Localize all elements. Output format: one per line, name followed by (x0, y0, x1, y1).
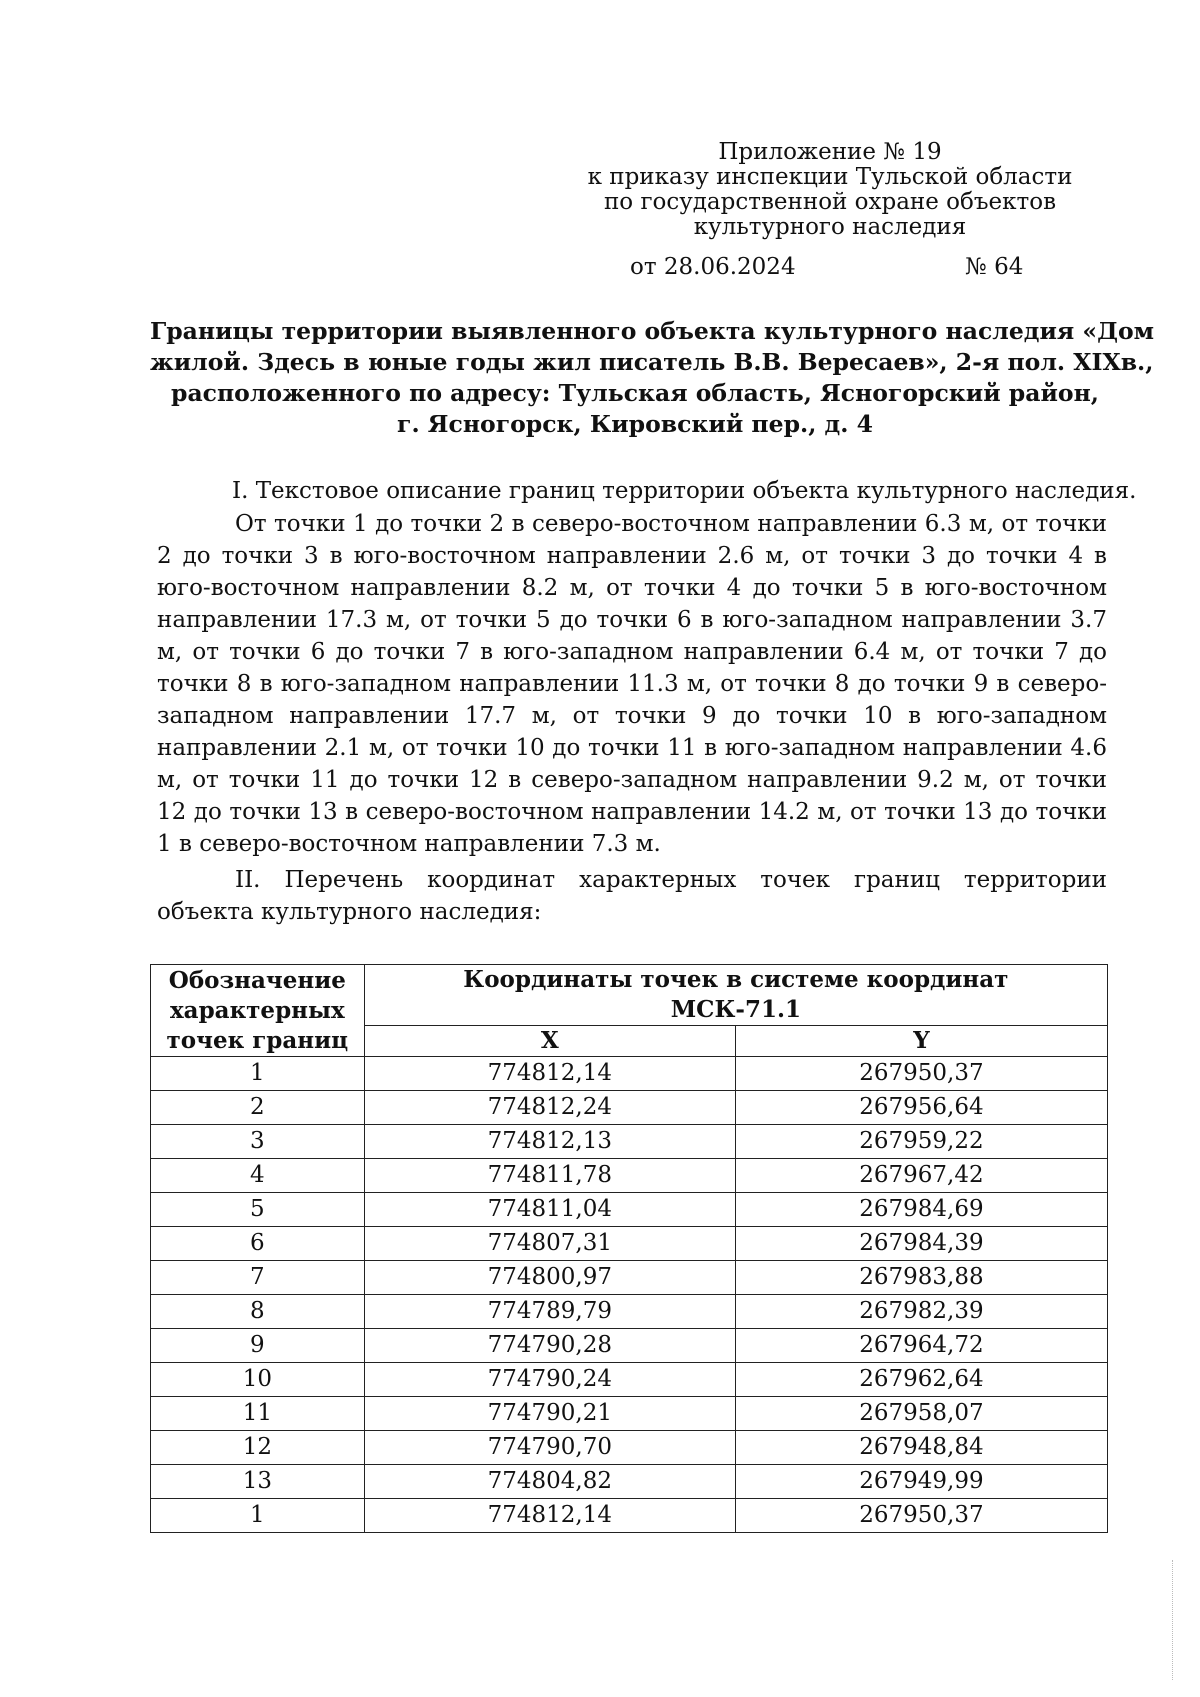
table-row (151, 1465, 1108, 1499)
appendix-header (560, 140, 1100, 240)
cell-point: 1 (151, 1057, 365, 1091)
cell-x: 774812,14 (364, 1057, 735, 1091)
document-title (150, 316, 1155, 440)
table-row (151, 1159, 1108, 1193)
appendix-order-ref: к приказу инспекции Тульской области (587, 164, 1073, 190)
header-point-l3: точек границ (166, 1026, 349, 1054)
cell-y: 267959,22 (735, 1125, 1107, 1159)
cell-y: 267984,69 (735, 1193, 1107, 1227)
header-point-l2: характерных (169, 996, 345, 1024)
table-row (151, 1125, 1108, 1159)
cell-point: 13 (151, 1465, 365, 1499)
header-coords-l2: МСК-71.1 (670, 996, 801, 1023)
table-row (151, 1397, 1108, 1431)
table-row (151, 1329, 1108, 1363)
cell-x: 774789,79 (364, 1295, 735, 1329)
coordinates-table (150, 964, 1108, 1533)
cell-point: 2 (151, 1091, 365, 1125)
cell-point: 5 (151, 1193, 365, 1227)
cell-point: 3 (151, 1125, 365, 1159)
header-coordinate-system (364, 965, 1107, 1026)
cell-y: 267948,84 (735, 1431, 1107, 1465)
cell-y: 267958,07 (735, 1397, 1107, 1431)
cell-x: 774800,97 (364, 1261, 735, 1295)
header-point-l1: Обозначение (168, 966, 346, 994)
cell-x: 774790,70 (364, 1431, 735, 1465)
table-row (151, 1261, 1108, 1295)
cell-x: 774790,24 (364, 1363, 735, 1397)
cell-x: 774807,31 (364, 1227, 735, 1261)
cell-point: 7 (151, 1261, 365, 1295)
cell-point: 1 (151, 1499, 365, 1533)
title-line-3: расположенного по адресу: Тульская область, Ясногорский район, (171, 379, 1099, 407)
table-row (151, 1363, 1108, 1397)
appendix-authority-cont: культурного наследия (693, 214, 967, 240)
cell-y: 267950,37 (735, 1057, 1107, 1091)
header-y: Y (735, 1026, 1107, 1057)
cell-y: 267949,99 (735, 1465, 1107, 1499)
title-line-4: г. Ясногорск, Кировский пер., д. 4 (397, 410, 873, 438)
title-line-1: Границы территории выявленного объекта культурного наследия «Дом (150, 317, 1155, 345)
cell-point: 9 (151, 1329, 365, 1363)
cell-x: 774790,28 (364, 1329, 735, 1363)
cell-point: 12 (151, 1431, 365, 1465)
table-row (151, 1057, 1108, 1091)
cell-y: 267950,37 (735, 1499, 1107, 1533)
title-line-2: жилой. Здесь в юные годы жил писатель В.В. Вересаев», 2-я пол. XIXв., (150, 348, 1154, 376)
cell-x: 774790,21 (364, 1397, 735, 1431)
order-number: № 64 (965, 254, 1024, 280)
table-row (151, 1227, 1108, 1261)
table-row (151, 1295, 1108, 1329)
header-x: X (364, 1026, 735, 1057)
cell-point: 6 (151, 1227, 365, 1261)
table-row (151, 1091, 1108, 1125)
scan-edge-artifact (1172, 1560, 1174, 1680)
cell-y: 267982,39 (735, 1295, 1107, 1329)
cell-point: 8 (151, 1295, 365, 1329)
cell-x: 774812,14 (364, 1499, 735, 1533)
cell-x: 774812,13 (364, 1125, 735, 1159)
header-coords-l1: Координаты точек в системе координат (463, 966, 1009, 993)
cell-y: 267964,72 (735, 1329, 1107, 1363)
cell-y: 267956,64 (735, 1091, 1107, 1125)
cell-point: 10 (151, 1363, 365, 1397)
table-row (151, 1431, 1108, 1465)
section-1-heading: I. Текстовое описание границ территории объекта культурного наследия. (232, 478, 1137, 504)
cell-x: 774811,04 (364, 1193, 735, 1227)
appendix-authority: по государственной охране объектов (603, 189, 1057, 215)
cell-y: 267984,39 (735, 1227, 1107, 1261)
cell-y: 267962,64 (735, 1363, 1107, 1397)
section-1-text: От точки 1 до точки 2 в северо-восточном направлении 6.3 м, от точки 2 до точки 3 в юго-восточном направлении 2.6 м, от точки 3 до точки 4 в юго-восточном направлении 8.2 м, от точки 4 до точки 5 в юго-восточном направлении 17.3 м, от точки 5 до точки 6 в юго-западном направлении 3.7 м, от точки 6 до точки 7 в юго-западном направлении 6.4 м, от точки 7 до точки 8 в юго-западном направлении 11.3 м, от точки 8 до точки 9 в северо-западном направлении 17.7 м, от точки 9 до точки 10 в юго-западном направлении 2.1 м, от точки 10 до точки 11 в юго-западном направлении 4.6 м, от точки 11 до точки 12 в северо-западном направлении 9.2 м, от точки 12 до точки 13 в северо-восточном направлении 14.2 м, от точки 13 до точки 1 в северо-восточном направлении 7.3 м. (157, 511, 1107, 857)
order-date: от 28.06.2024 (630, 254, 796, 280)
cell-y: 267983,88 (735, 1261, 1107, 1295)
section-2-heading: II. Перечень координат характерных точек границ территории объекта культурного наследия: (157, 867, 1107, 925)
appendix-number: Приложение № 19 (718, 139, 942, 165)
header-point-designation (151, 965, 365, 1057)
cell-point: 11 (151, 1397, 365, 1431)
cell-x: 774804,82 (364, 1465, 735, 1499)
cell-x: 774811,78 (364, 1159, 735, 1193)
cell-x: 774812,24 (364, 1091, 735, 1125)
cell-y: 267967,42 (735, 1159, 1107, 1193)
cell-point: 4 (151, 1159, 365, 1193)
table-row (151, 1499, 1108, 1533)
table-row (151, 1193, 1108, 1227)
